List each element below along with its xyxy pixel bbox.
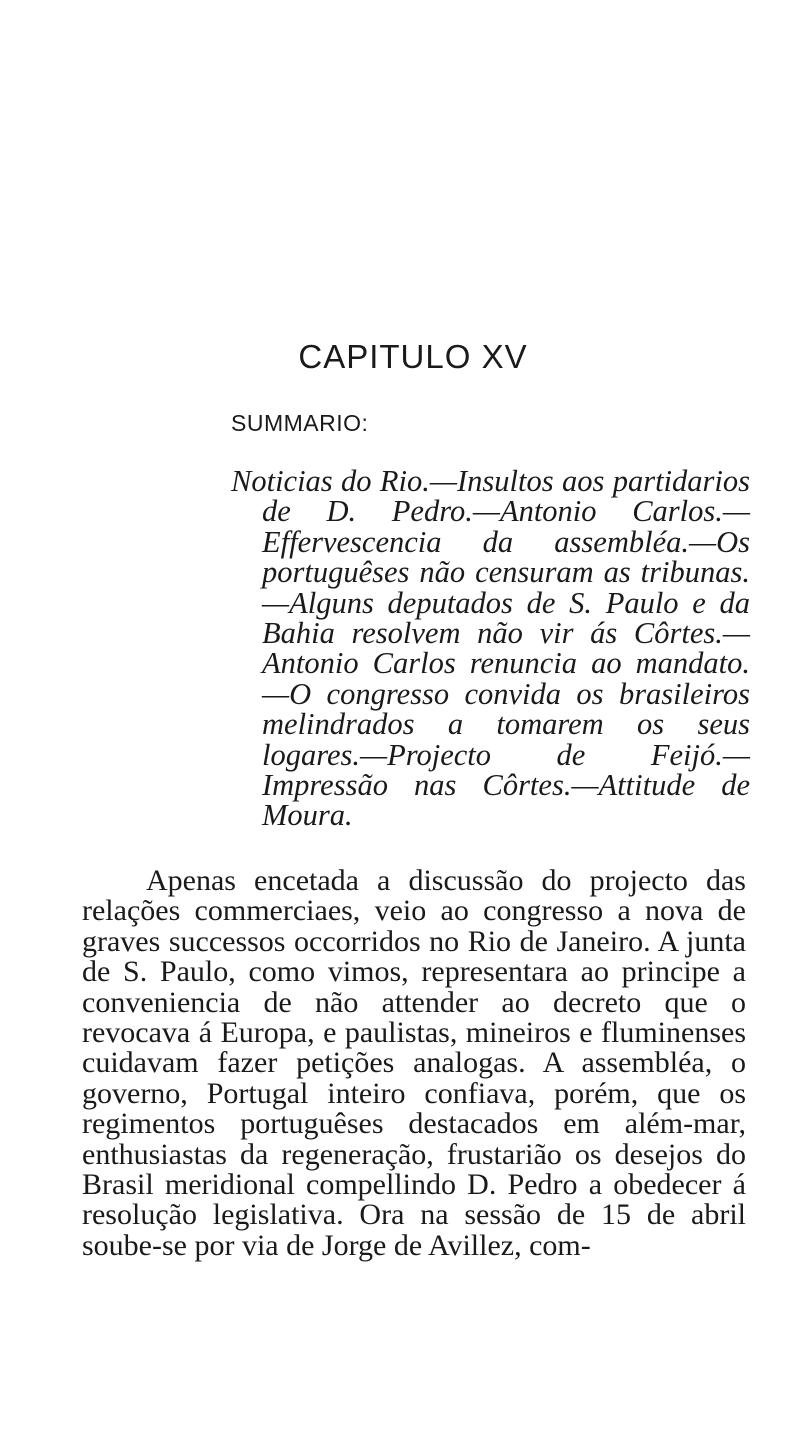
- chapter-title: CAPITULO XV: [298, 338, 528, 375]
- summary-label: SUMMARIO:: [231, 410, 369, 436]
- body-paragraph: Apenas encetada a discussão do projecto das relações commerciaes, veio ao congresso a nova de graves successos occorridos no Rio de Janeiro. A junta de S. Paulo, como vimos, representara ao principe a conveniencia de não attender ao decreto que o revocava á Europa, e paulistas, mineiros e fluminenses cuidavam fazer petições analogas. A assembléa, o governo, Portugal inteiro confiava, porém, que os regimentos portuguêses destacados em além-mar, enthusiastas da regeneração, frustarião os desejos do Brasil meridional compellindo D. Pedro a obedecer á resolução legislativa. Ora na sessão de 15 de abril soube-se por via de Jorge de Avillez, com-: [82, 864, 746, 1262]
- chapter-summary: [231, 466, 750, 831]
- summary-text: Noticias do Rio.—Insultos aos partidarios de D. Pedro.—Antonio Carlos.—Effervescencia da assembléa.—Os portuguêses não censuram as tribunas.—Alguns deputados de S. Paulo e da Bahia resolvem não vir ás Côrtes.—Antonio Carlos renuncia ao mandato.—O congresso convida os brasileiros melindrados a tomarem os seus logares.—Projecto de Feijó.—Impressão nas Côrtes.—Attitude de Moura.: [231, 464, 750, 833]
